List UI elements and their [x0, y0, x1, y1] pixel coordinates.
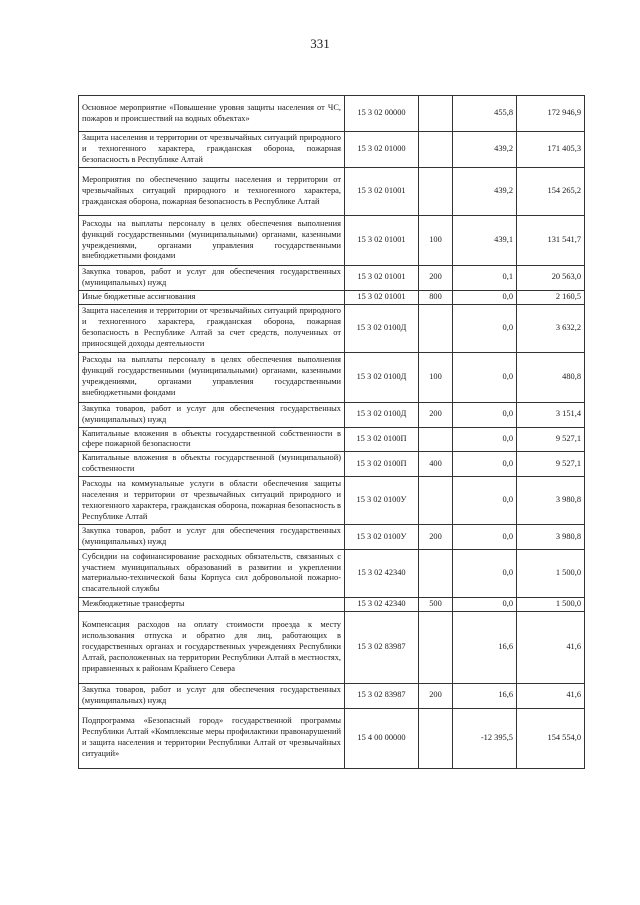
table-row [79, 427, 585, 452]
expense-type-cell [419, 132, 453, 168]
expense-name-cell: Расходы на выплаты персоналу в целях обеспечения выполнения функций государственными (муниципальными) органами, казенными учреждениями, органами управления государственными внебюджетными фондами [79, 216, 345, 266]
expense-type-cell [419, 708, 453, 768]
classification-code-cell: 15 3 02 0100У [345, 525, 419, 550]
expense-type-cell: 500 [419, 597, 453, 611]
page-number: 331 [310, 36, 330, 51]
total-amount-cell: 9 527,1 [517, 452, 585, 477]
classification-code-cell: 15 3 02 83987 [345, 611, 419, 683]
expense-type-cell [419, 304, 453, 352]
table-row [79, 708, 585, 768]
budget-table [78, 95, 585, 769]
classification-code-cell: 15 4 00 00000 [345, 708, 419, 768]
expense-name-cell: Иные бюджетные ассигнования [79, 290, 345, 304]
table-row [79, 266, 585, 291]
classification-code-cell: 15 3 02 01000 [345, 132, 419, 168]
expense-name-cell: Защита населения и территории от чрезвычайных ситуаций природного и техногенного характера, гражданская оборона, пожарная безопасность в Республике Алтай [79, 132, 345, 168]
total-amount-cell: 172 946,9 [517, 96, 585, 132]
change-amount-cell: 0,0 [453, 549, 517, 597]
total-amount-cell: 3 980,8 [517, 525, 585, 550]
change-amount-cell: 16,6 [453, 683, 517, 708]
expense-name-cell: Защита населения и территории от чрезвычайных ситуаций природного и техногенного характера, гражданская оборона, пожарная безопасность в Республике Алтай за счет средств, полученных от приносящей доходы деятельности [79, 304, 345, 352]
change-amount-cell: 0,0 [453, 304, 517, 352]
total-amount-cell: 171 405,3 [517, 132, 585, 168]
change-amount-cell: 0,1 [453, 266, 517, 291]
total-amount-cell: 3 632,2 [517, 304, 585, 352]
expense-type-cell [419, 611, 453, 683]
total-amount-cell: 9 527,1 [517, 427, 585, 452]
total-amount-cell: 2 160,5 [517, 290, 585, 304]
table-row [79, 452, 585, 477]
classification-code-cell: 15 3 02 0100П [345, 427, 419, 452]
classification-code-cell: 15 3 02 0100Д [345, 402, 419, 427]
total-amount-cell: 3 980,8 [517, 477, 585, 525]
total-amount-cell: 131 541,7 [517, 216, 585, 266]
classification-code-cell: 15 3 02 01001 [345, 216, 419, 266]
expense-name-cell: Основное мероприятие «Повышение уровня защиты населения от ЧС, пожаров и происшествий на водных объектах» [79, 96, 345, 132]
change-amount-cell: 0,0 [453, 477, 517, 525]
expense-name-cell: Межбюджетные трансферты [79, 597, 345, 611]
expense-name-cell: Закупка товаров, работ и услуг для обеспечения государственных (муниципальных) нужд [79, 266, 345, 291]
classification-code-cell: 15 3 02 0100У [345, 477, 419, 525]
classification-code-cell: 15 3 02 0100П [345, 452, 419, 477]
classification-code-cell: 15 3 02 0100Д [345, 304, 419, 352]
table-row [79, 132, 585, 168]
change-amount-cell: 0,0 [453, 597, 517, 611]
expense-name-cell: Мероприятия по обеспечению защиты населения и территории от чрезвычайных ситуаций природного и техногенного характера, гражданская оборона, пожарная безопасность в Республике Алтай [79, 168, 345, 216]
table-row [79, 216, 585, 266]
classification-code-cell: 15 3 02 01001 [345, 266, 419, 291]
expense-name-cell: Расходы на выплаты персоналу в целях обеспечения выполнения функций государственными (муниципальными) органами, казенными учреждениями, органами управления государственными внебюджетными фондами [79, 352, 345, 402]
expense-name-cell: Закупка товаров, работ и услуг для обеспечения государственных (муниципальных) нужд [79, 402, 345, 427]
classification-code-cell: 15 3 02 83987 [345, 683, 419, 708]
table-row [79, 611, 585, 683]
expense-type-cell [419, 96, 453, 132]
classification-code-cell: 15 3 02 42340 [345, 549, 419, 597]
table-row [79, 477, 585, 525]
expense-name-cell: Субсидии на софинансирование расходных обязательств, связанных с участием муниципальных образований в развитии и укреплении материально-технической базы Корпуса сил добровольной пожарно-спасательной службы [79, 549, 345, 597]
change-amount-cell: 439,2 [453, 132, 517, 168]
total-amount-cell: 20 563,0 [517, 266, 585, 291]
total-amount-cell: 480,8 [517, 352, 585, 402]
classification-code-cell: 15 3 02 00000 [345, 96, 419, 132]
table-row [79, 525, 585, 550]
table-row [79, 683, 585, 708]
expense-name-cell: Расходы на коммунальные услуги в области обеспечения защиты населения и территории от чрезвычайных ситуаций природного и техногенного характера, гражданская оборона, пожарная безопасность в Республике Алтай [79, 477, 345, 525]
table-row [79, 597, 585, 611]
total-amount-cell: 1 500,0 [517, 597, 585, 611]
expense-name-cell: Компенсация расходов на оплату стоимости проезда к месту использования отпуска и обратно для лиц, работающих в государственных органах и государственных учреждениях Республики Алтай, расположенных на территории Республики Алтай в местностях, приравненных к районам Крайнего Севера [79, 611, 345, 683]
change-amount-cell: 439,1 [453, 216, 517, 266]
expense-type-cell: 200 [419, 266, 453, 291]
total-amount-cell: 41,6 [517, 611, 585, 683]
expense-name-cell: Капитальные вложения в объекты государственной (муниципальной) собственности [79, 452, 345, 477]
total-amount-cell: 41,6 [517, 683, 585, 708]
classification-code-cell: 15 3 02 0100Д [345, 352, 419, 402]
classification-code-cell: 15 3 02 01001 [345, 168, 419, 216]
expense-type-cell [419, 477, 453, 525]
change-amount-cell: 0,0 [453, 352, 517, 402]
expense-type-cell: 100 [419, 352, 453, 402]
change-amount-cell: 0,0 [453, 427, 517, 452]
expense-name-cell: Закупка товаров, работ и услуг для обеспечения государственных (муниципальных) нужд [79, 683, 345, 708]
total-amount-cell: 1 500,0 [517, 549, 585, 597]
change-amount-cell: 0,0 [453, 290, 517, 304]
change-amount-cell: 0,0 [453, 452, 517, 477]
total-amount-cell: 154 265,2 [517, 168, 585, 216]
expense-name-cell: Подпрограмма «Безопасный город» государственной программы Республики Алтай «Комплексные меры профилактики правонарушений и защита населения и территории Республики Алтай от чрезвычайных ситуаций» [79, 708, 345, 768]
expense-type-cell: 200 [419, 525, 453, 550]
total-amount-cell: 154 554,0 [517, 708, 585, 768]
change-amount-cell: 439,2 [453, 168, 517, 216]
expense-name-cell: Капитальные вложения в объекты государственной собственности в сфере пожарной безопасности [79, 427, 345, 452]
table-row [79, 549, 585, 597]
table-row [79, 402, 585, 427]
classification-code-cell: 15 3 02 42340 [345, 597, 419, 611]
change-amount-cell: 16,6 [453, 611, 517, 683]
classification-code-cell: 15 3 02 01001 [345, 290, 419, 304]
table-row [79, 352, 585, 402]
change-amount-cell: -12 395,5 [453, 708, 517, 768]
table-row [79, 168, 585, 216]
expense-type-cell: 400 [419, 452, 453, 477]
total-amount-cell: 3 151,4 [517, 402, 585, 427]
expense-type-cell [419, 427, 453, 452]
change-amount-cell: 0,0 [453, 525, 517, 550]
table-row [79, 290, 585, 304]
change-amount-cell: 455,8 [453, 96, 517, 132]
change-amount-cell: 0,0 [453, 402, 517, 427]
expense-type-cell [419, 549, 453, 597]
expense-type-cell: 800 [419, 290, 453, 304]
expense-type-cell [419, 168, 453, 216]
table-row [79, 96, 585, 132]
table-row [79, 304, 585, 352]
expense-type-cell: 200 [419, 402, 453, 427]
expense-type-cell: 100 [419, 216, 453, 266]
expense-type-cell: 200 [419, 683, 453, 708]
expense-name-cell: Закупка товаров, работ и услуг для обеспечения государственных (муниципальных) нужд [79, 525, 345, 550]
